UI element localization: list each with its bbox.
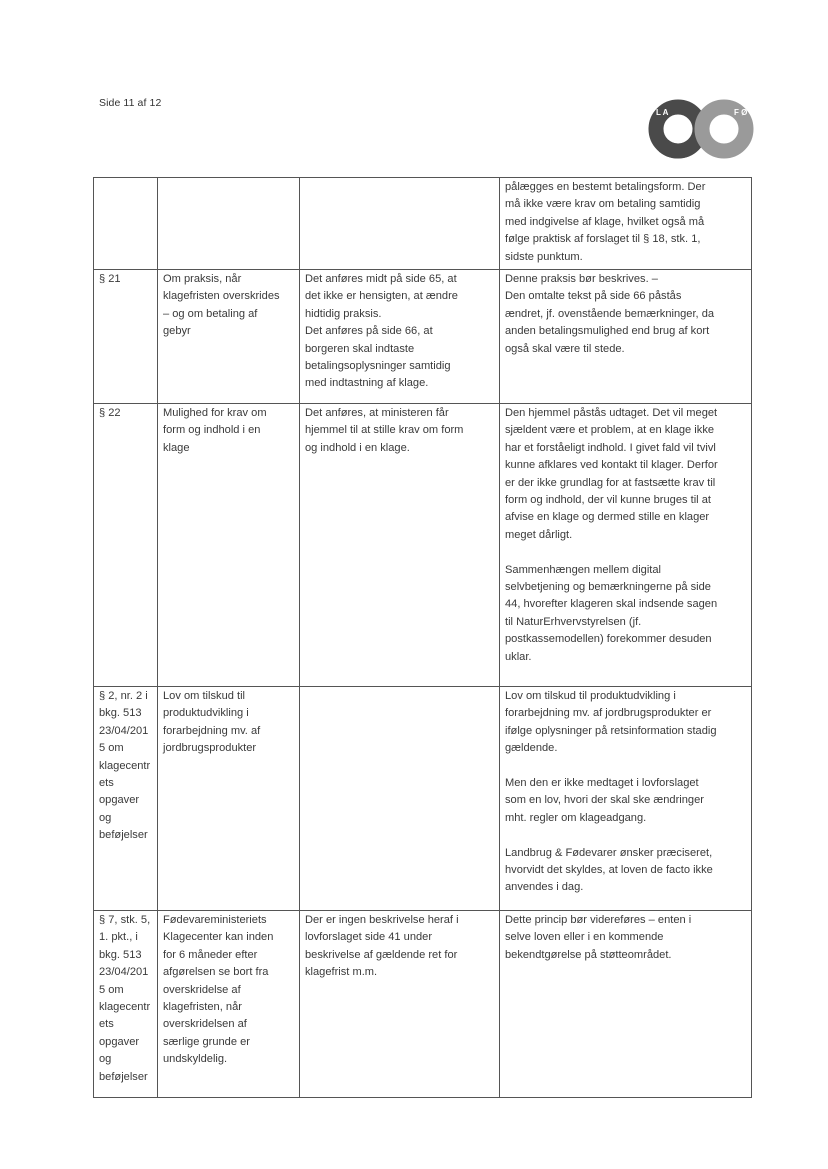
comment-cell: Denne praksis bør beskrives. – Den omtalte tekst på side 66 påstås ændret, jf. ovenstående bemærkninger, da anden betalingsmulighed end brug af kort også skal være til stede. — [500, 270, 752, 404]
table-row — [94, 687, 752, 911]
topic-cell: Fødevareministeriets Klagecenter kan inden for 6 måneder efter afgørelsen se bort fra overskridelse af klagefristen, når overskridelsen af særlige grunde er undskyldelig. — [158, 911, 300, 1098]
topic-cell: Mulighed for krav om form og indhold i en klage — [158, 404, 300, 687]
topic-cell: Lov om tilskud til produktudvikling i forarbejdning mv. af jordbrugsprodukter — [158, 687, 300, 911]
table-row — [94, 404, 752, 687]
comments-table — [93, 177, 752, 1098]
topic-cell: Om praksis, når klagefristen overskrides – og om betaling af gebyr — [158, 270, 300, 404]
table-row — [94, 270, 752, 404]
section-cell: § 21 — [94, 270, 158, 404]
landbrug-foedevarer-logo — [642, 93, 760, 165]
svg-text:F Ø: F Ø — [734, 108, 748, 117]
description-cell: Det anføres midt på side 65, at det ikke er hensigten, at ændre hidtidig praksis. Det anføres på side 66, at borgeren skal indtaste betalingsoplysninger samtidig med indtastning af klage. — [300, 270, 500, 404]
section-cell: § 22 — [94, 404, 158, 687]
comment-cell: Lov om tilskud til produktudvikling i forarbejdning mv. af jordbrugsprodukter er ifølge oplysninger på retsinformation stadig gældende. Men den er ikke medtaget i lovforslaget som en lov, hvori der skal ske ændringer mht. regler om klageadgang. Landbrug & Fødevarer ønsker præciseret, hvorvidt det skyldes, at loven de facto ikke anvendes i dag. — [500, 687, 752, 911]
topic-cell — [158, 178, 300, 270]
description-cell: Der er ingen beskrivelse heraf i lovforslaget side 41 under beskrivelse af gældende ret for klagefrist m.m. — [300, 911, 500, 1098]
description-cell — [300, 687, 500, 911]
comment-cell: Dette princip bør videreføres – enten i selve loven eller i en kommende bekendtgørelse på støtteområdet. — [500, 911, 752, 1098]
svg-text:L A: L A — [656, 108, 669, 117]
comment-cell: pålægges en bestemt betalingsform. Der må ikke være krav om betaling samtidig med indgivelse af klage, hvilket også må følge praktisk af forslaget til § 18, stk. 1, sidste punktum. — [500, 178, 752, 270]
comment-cell: Den hjemmel påstås udtaget. Det vil meget sjældent være et problem, at en klage ikke har et forståeligt indhold. I givet fald vil tvivl kunne afklares ved kontakt til klager. Derfor er der ikke grundlag for at fastsætte krav til form og indhold, der vil kunne bruges til at afvise en klage og dermed stille en klager meget dårligt. Sammenhængen mellem digital selvbetjening og bemærkningerne på side 44, hvorefter klageren skal indsende sagen til NaturErhvervstyrelsen (jf. postkassemodellen) forekommer desuden uklar. — [500, 404, 752, 687]
description-cell — [300, 178, 500, 270]
description-cell: Det anføres, at ministeren får hjemmel til at stille krav om form og indhold i en klage. — [300, 404, 500, 687]
table-row — [94, 178, 752, 270]
section-cell — [94, 178, 158, 270]
page-number: Side 11 af 12 — [99, 97, 162, 109]
table-row — [94, 911, 752, 1098]
section-cell: § 2, nr. 2 i bkg. 513 23/04/201 5 om klagecentr ets opgaver og beføjelser — [94, 687, 158, 911]
section-cell: § 7, stk. 5, 1. pkt., i bkg. 513 23/04/201 5 om klagecentr ets opgaver og beføjelser — [94, 911, 158, 1098]
